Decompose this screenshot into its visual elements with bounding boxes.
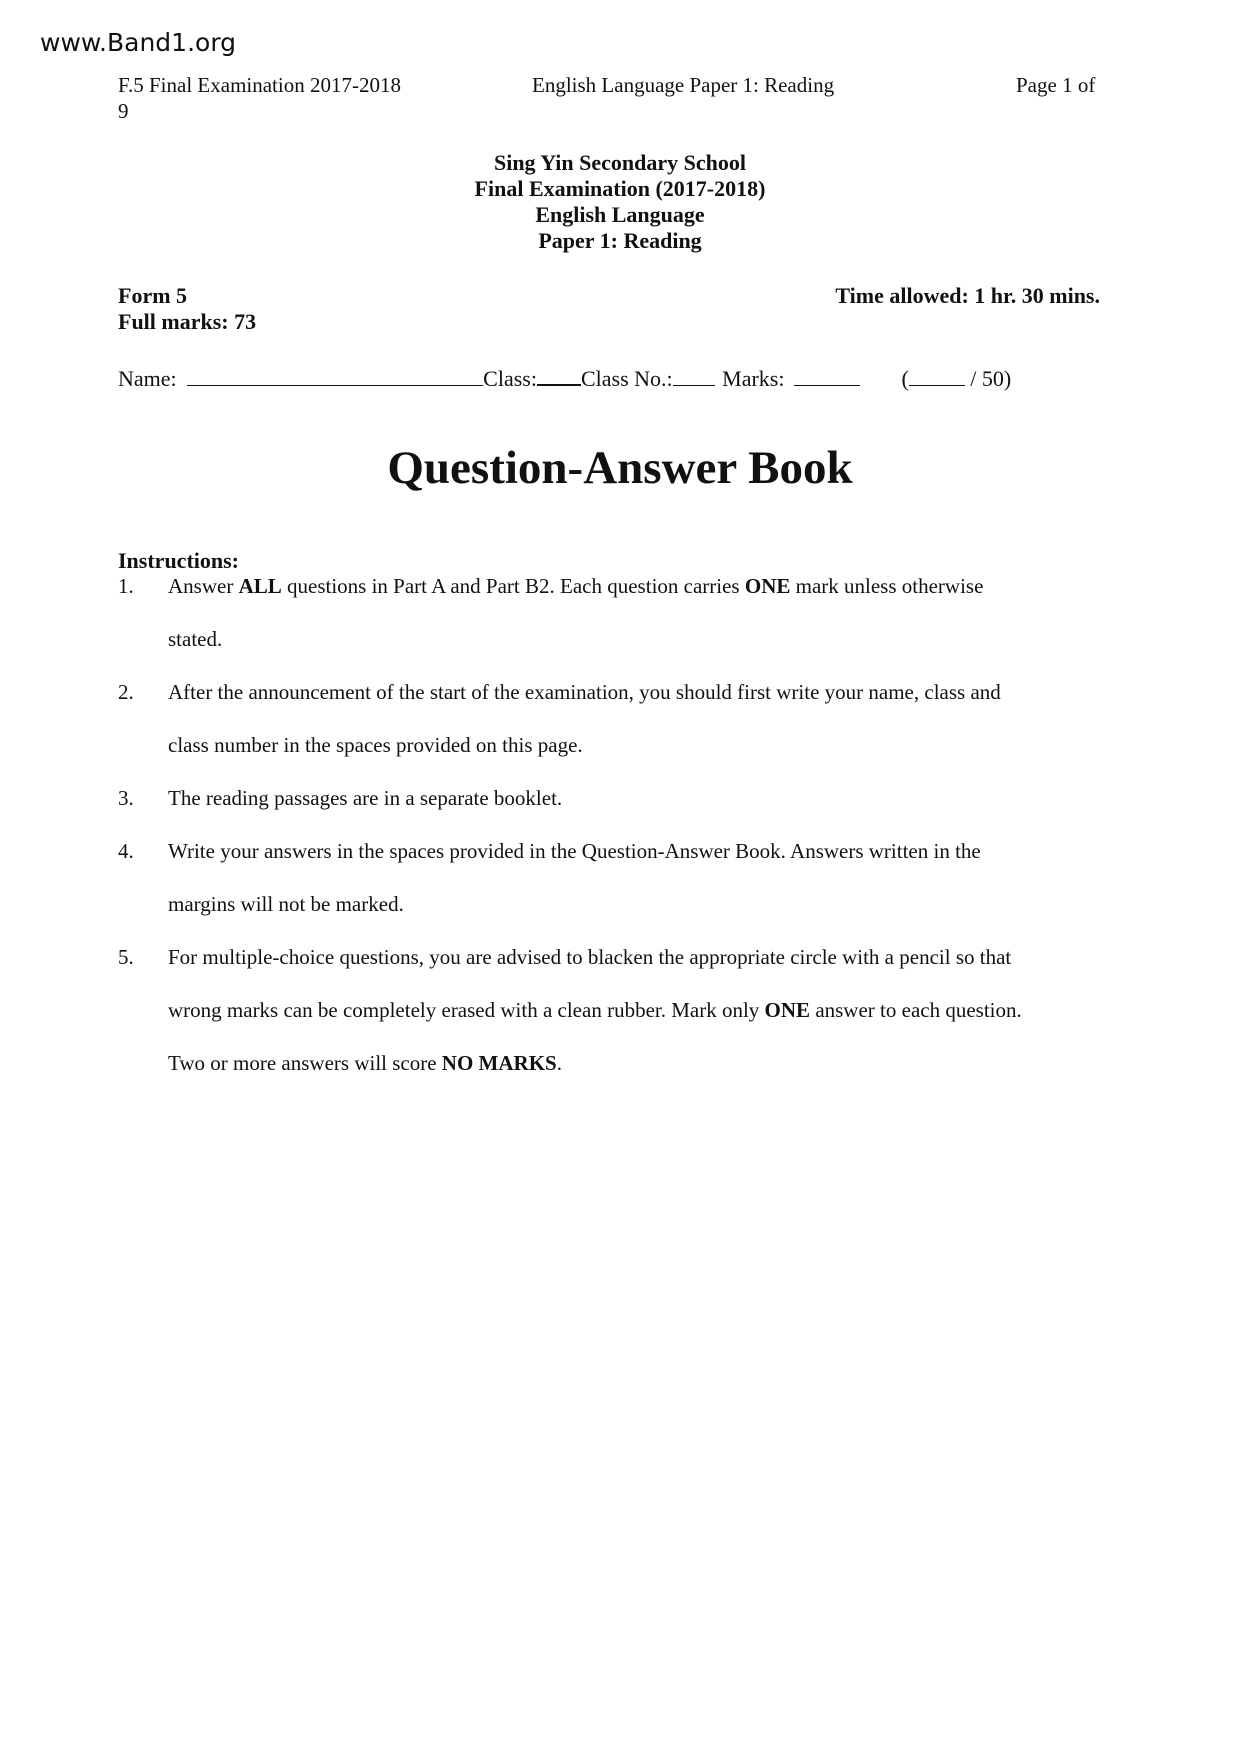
instruction-text: wrong marks can be completely erased with a clean rubber. Mark only	[168, 998, 765, 1022]
instructions	[118, 548, 1118, 1090]
instruction-item	[118, 666, 1118, 772]
instruction-item	[118, 931, 1118, 1090]
instruction-line	[168, 878, 1118, 931]
instruction-emphasis: ONE	[764, 998, 811, 1022]
instruction-number: 4.	[118, 839, 134, 863]
instruction-text: After the announcement of the start of the examination, you should first write your name, class and	[168, 680, 1001, 704]
instruction-text: Answer	[168, 574, 239, 598]
instruction-line	[168, 825, 1118, 878]
book-title: Question-Answer Book	[387, 442, 853, 494]
instruction-text: stated.	[168, 627, 223, 651]
running-header-exam: F.5 Final Examination 2017-2018	[118, 73, 401, 97]
instruction-item	[118, 825, 1118, 931]
marks-open-paren: (	[901, 366, 909, 391]
school-name: Sing Yin Secondary School	[493, 150, 747, 175]
marks-score-blank[interactable]	[909, 365, 965, 386]
instructions-heading: Instructions:	[118, 548, 240, 573]
instruction-line	[168, 666, 1118, 719]
instruction-text: .	[556, 1051, 562, 1075]
instruction-line	[168, 984, 1118, 1037]
class-label: Class:	[483, 366, 537, 391]
instruction-text: questions in Part A and Part B2. Each question carries	[281, 574, 745, 598]
form-level: Form 5	[118, 283, 188, 308]
instructions-list	[118, 560, 1118, 1090]
instruction-number: 1.	[118, 574, 134, 598]
instruction-item	[118, 772, 1118, 825]
running-header-page: Page 1 of	[1016, 73, 1096, 97]
instruction-text: For multiple-choice questions, you are advised to blacken the appropriate circle with a pencil so that	[168, 945, 1012, 969]
marks-label: Marks:	[722, 366, 785, 391]
instruction-emphasis: ONE	[744, 574, 791, 598]
instruction-emphasis: ALL	[238, 574, 282, 598]
school-title-block	[0, 150, 1240, 254]
marks-blank[interactable]	[794, 365, 860, 386]
running-header-paper: English Language Paper 1: Reading	[532, 73, 835, 97]
instruction-text: margins will not be marked.	[168, 892, 404, 916]
watermark: www.Band1.org	[40, 28, 237, 57]
marks-out-of: / 50)	[970, 366, 1012, 391]
instruction-number: 3.	[118, 786, 134, 810]
instruction-text: answer to each question.	[810, 998, 1022, 1022]
instruction-emphasis: NO MARKS	[441, 1051, 557, 1075]
instruction-text: Two or more answers will score	[168, 1051, 442, 1075]
instruction-number: 2.	[118, 680, 134, 704]
instruction-text: Write your answers in the spaces provided in the Question-Answer Book. Answers written in the	[168, 839, 981, 863]
instruction-number: 5.	[118, 945, 134, 969]
instruction-line	[168, 1037, 1118, 1090]
class-blank[interactable]	[537, 364, 581, 386]
time-allowed: Time allowed: 1 hr. 30 mins.	[835, 283, 1100, 308]
instruction-text: mark unless otherwise	[790, 574, 984, 598]
name-blank[interactable]	[187, 365, 483, 386]
instruction-text: class number in the spaces provided on this page.	[168, 733, 583, 757]
class-no-label: Class No.:	[580, 366, 673, 391]
paper-name: Paper 1: Reading	[538, 228, 702, 253]
instruction-item	[118, 560, 1118, 666]
student-details-line	[118, 364, 1011, 392]
full-marks: Full marks: 73	[118, 309, 257, 334]
instruction-line	[168, 931, 1118, 984]
instruction-line	[168, 613, 1118, 666]
subject-name: English Language	[535, 202, 705, 227]
instruction-line	[168, 560, 1118, 613]
instruction-line	[168, 719, 1118, 772]
instruction-text: The reading passages are in a separate booklet.	[168, 786, 563, 810]
exam-name: Final Examination (2017-2018)	[474, 176, 766, 201]
name-label: Name:	[118, 366, 177, 391]
instruction-line	[168, 772, 1118, 825]
class-no-blank[interactable]	[673, 365, 715, 386]
running-header-page-total: 9	[118, 99, 129, 123]
